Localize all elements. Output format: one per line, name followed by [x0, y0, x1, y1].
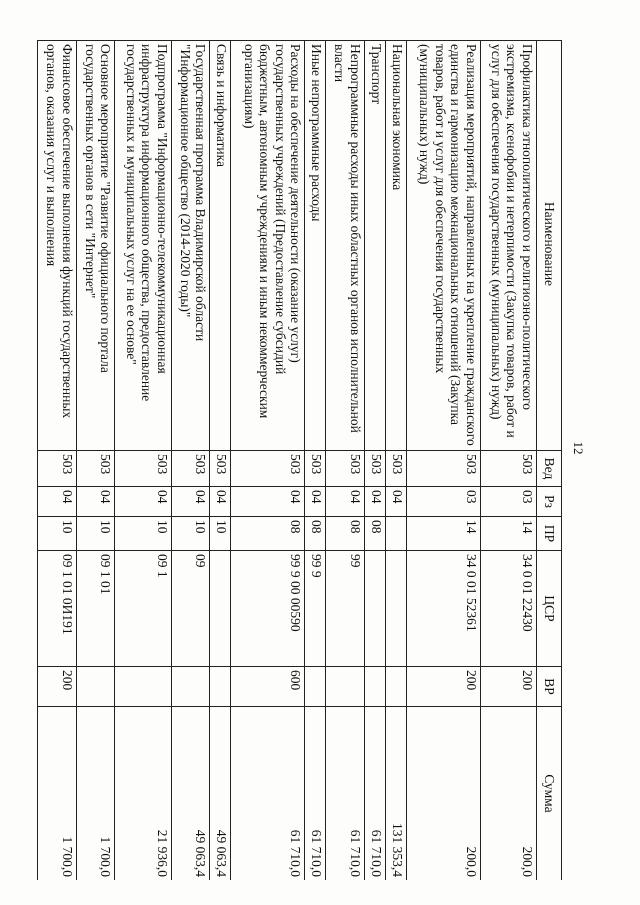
- cell-name: Непрограммные расходы иных областных органов исполнительной власти: [326, 41, 365, 451]
- cell-csr: 34 0 01 22430: [480, 551, 536, 667]
- cell-vr: 200: [406, 667, 480, 707]
- cell-rz: 04: [210, 487, 231, 517]
- budget-table-container: [37, 40, 562, 880]
- header-sum: Сумма: [537, 707, 562, 881]
- cell-name: Транспорт: [364, 41, 385, 451]
- cell-csr: [364, 551, 385, 667]
- cell-csr: 99 9 00 00590: [231, 551, 305, 667]
- cell-rz: 04: [305, 487, 326, 517]
- cell-ved: 503: [76, 451, 115, 487]
- table-row: [406, 41, 480, 881]
- table-row: [326, 41, 365, 881]
- cell-sum: 200,0: [406, 707, 480, 881]
- cell-rz: 04: [364, 487, 385, 517]
- cell-pr: 14: [406, 517, 480, 551]
- cell-csr: [385, 551, 406, 667]
- cell-pr: 08: [326, 517, 365, 551]
- cell-csr: 09 1 01 0И191: [38, 551, 77, 667]
- page-number: 12: [571, 441, 586, 455]
- table-row: [210, 41, 231, 881]
- cell-vr: [326, 667, 365, 707]
- cell-sum: 61 710,0: [326, 707, 365, 881]
- table-row: [305, 41, 326, 881]
- cell-vr: [305, 667, 326, 707]
- header-pr: ПР: [537, 517, 562, 551]
- cell-sum: 21 936,0: [115, 707, 171, 881]
- cell-ved: 503: [385, 451, 406, 487]
- cell-sum: 200,0: [480, 707, 536, 881]
- cell-rz: 03: [406, 487, 480, 517]
- cell-csr: 34 0 01 52361: [406, 551, 480, 667]
- cell-rz: 03: [480, 487, 536, 517]
- cell-ved: 503: [305, 451, 326, 487]
- cell-ved: 503: [364, 451, 385, 487]
- cell-name: Национальная экономика: [385, 41, 406, 451]
- cell-sum: 61 710,0: [231, 707, 305, 881]
- cell-csr: 99: [326, 551, 365, 667]
- table-header-row: [537, 41, 562, 881]
- cell-vr: [115, 667, 171, 707]
- header-rz: Рз: [537, 487, 562, 517]
- cell-pr: 08: [305, 517, 326, 551]
- cell-pr: 14: [480, 517, 536, 551]
- table-row: [171, 41, 210, 881]
- cell-ved: 503: [480, 451, 536, 487]
- table-row: [38, 41, 77, 881]
- cell-csr: 09: [171, 551, 210, 667]
- cell-sum: 49 063,4: [171, 707, 210, 881]
- table-row: [385, 41, 406, 881]
- cell-rz: 04: [38, 487, 77, 517]
- cell-name: Иные непрограммные расходы: [305, 41, 326, 451]
- cell-name: Подпрограмма "Информационно-телекоммуникационная инфраструктура информационного общества, предоставление государственных и муниципальных услуг на ее основе": [115, 41, 171, 451]
- cell-sum: 61 710,0: [305, 707, 326, 881]
- table-row: [364, 41, 385, 881]
- cell-ved: 503: [406, 451, 480, 487]
- cell-name: Расходы на обеспечение деятельности (оказание услуг) государственных учреждений (Предоставление субсидий бюджетным, автономным учреждениям и иным некоммерческим организациям): [231, 41, 305, 451]
- cell-vr: 200: [480, 667, 536, 707]
- cell-rz: 04: [76, 487, 115, 517]
- header-name: Наименование: [537, 41, 562, 451]
- header-ved: Вед: [537, 451, 562, 487]
- table-row: [76, 41, 115, 881]
- cell-vr: [210, 667, 231, 707]
- cell-name: Основное мероприятие "Развитие официального портала государственных органов в сети "Интернет": [76, 41, 115, 451]
- cell-pr: 10: [210, 517, 231, 551]
- cell-ved: 503: [115, 451, 171, 487]
- cell-ved: 503: [171, 451, 210, 487]
- cell-ved: 503: [210, 451, 231, 487]
- cell-ved: 503: [326, 451, 365, 487]
- cell-rz: 04: [171, 487, 210, 517]
- cell-rz: 04: [115, 487, 171, 517]
- cell-pr: 10: [115, 517, 171, 551]
- cell-ved: 503: [38, 451, 77, 487]
- table-row: [115, 41, 171, 881]
- cell-pr: 10: [76, 517, 115, 551]
- rotated-page: [37, 40, 562, 880]
- table-row: [480, 41, 536, 881]
- cell-vr: 600: [231, 667, 305, 707]
- cell-sum: 1 700,0: [76, 707, 115, 881]
- cell-name: Профилактика этнополитического и религиозно-политического экстремизма, ксенофобии и нетерпимости (Закупка товаров, работ и услуг для обеспечения государственных (муниципальных) нужд): [480, 41, 536, 451]
- cell-name: Связь и информатика: [210, 41, 231, 451]
- cell-rz: 04: [326, 487, 365, 517]
- cell-csr: 99 9: [305, 551, 326, 667]
- cell-csr: 09 1 01: [76, 551, 115, 667]
- cell-name: Государственная программа Владимирской области "Информационное общество (2014-2020 годы)": [171, 41, 210, 451]
- cell-sum: 1 700,0: [38, 707, 77, 881]
- cell-vr: [364, 667, 385, 707]
- cell-pr: [385, 517, 406, 551]
- cell-csr: 09 1: [115, 551, 171, 667]
- cell-rz: 04: [385, 487, 406, 517]
- cell-pr: 10: [38, 517, 77, 551]
- cell-ved: 503: [231, 451, 305, 487]
- cell-vr: [171, 667, 210, 707]
- cell-rz: 04: [231, 487, 305, 517]
- cell-pr: 10: [171, 517, 210, 551]
- cell-vr: [76, 667, 115, 707]
- cell-sum: 49 063,4: [210, 707, 231, 881]
- header-vr: ВР: [537, 667, 562, 707]
- cell-csr: [210, 551, 231, 667]
- budget-table: [37, 40, 562, 880]
- cell-name: Финансовое обеспечение выполнения функций государственных органов, оказания услуг и выполнения: [38, 41, 77, 451]
- cell-name: Реализация мероприятий, направленных на укрепление гражданского единства и гармонизацию межнациональных отношений (Закупка товаров, работ и услуг для обеспечения государственных (муниципальных) нужд): [406, 41, 480, 451]
- cell-pr: 08: [364, 517, 385, 551]
- table-row: [231, 41, 305, 881]
- cell-vr: 200: [38, 667, 77, 707]
- cell-sum: 61 710,0: [364, 707, 385, 881]
- cell-sum: 131 353,4: [385, 707, 406, 881]
- cell-pr: 08: [231, 517, 305, 551]
- cell-vr: [385, 667, 406, 707]
- header-csr: ЦСР: [537, 551, 562, 667]
